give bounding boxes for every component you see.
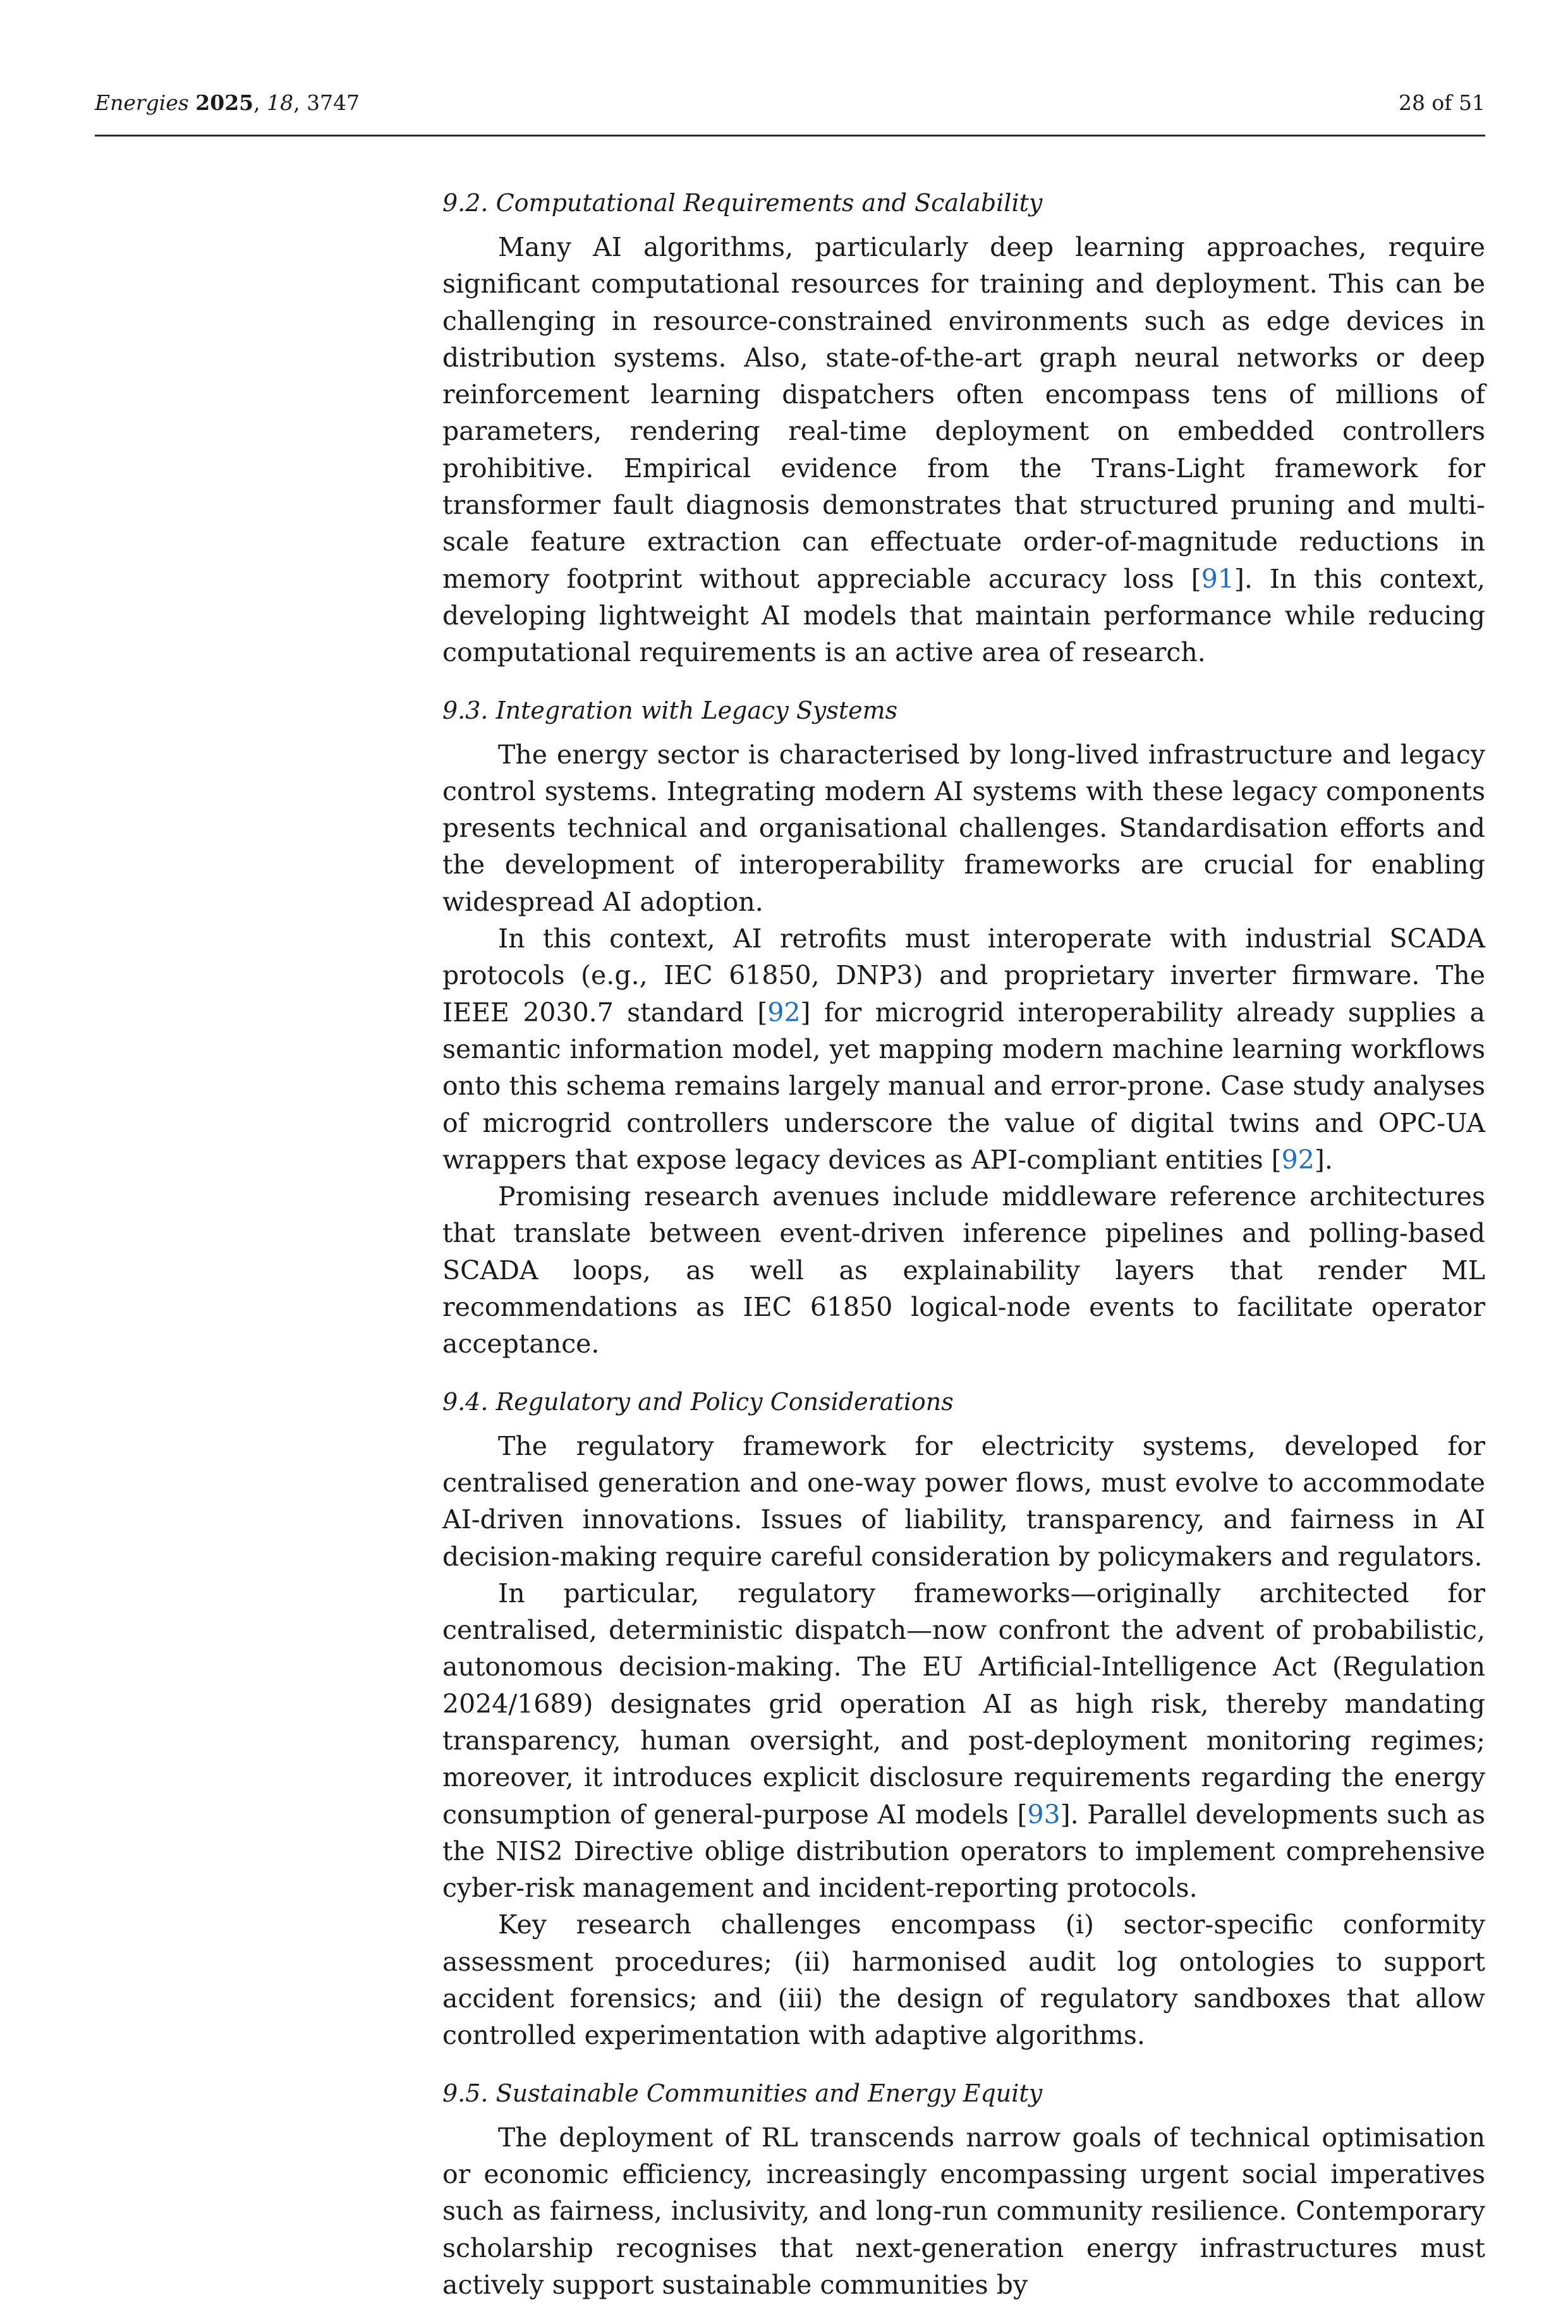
article-body [442,185,1485,2324]
paragraph-text: The energy sector is characterised by long-lived infrastructure and legacy control systems. Integrating modern AI systems with these legacy components presents technical and organisational challenges. Standardisation efforts and the development of interoperability frameworks are crucial for enabling widespread AI adoption. [442,739,1485,917]
paragraph [442,1906,1485,2053]
article-number: 3747 [307,90,360,115]
section-heading: 9.3. Integration with Legacy Systems [442,696,898,724]
page-header: Energies 2025, 18, 3747 28 of 51 [95,88,1485,118]
paragraph-text: ] for microgrid interoperability already supplies a semantic information model, yet mapping modern machine learning workflows onto this schema remains largely manual and error-prone. Case study analyses of microgrid controllers underscore the value of digital twins and OPC-UA wrappers that expose legacy devices as API-compliant entities [ [442,997,1485,1175]
paragraph [442,736,1485,920]
paragraph [442,1428,1485,1575]
section-1 [442,185,1485,671]
journal-name: Energies [95,90,189,115]
citation-link[interactable]: 91 [1201,563,1234,594]
paragraph-text: Promising research avenues include middleware reference architectures that translate between event-driven inference pipelines and polling-based SCADA loops, as well as explainability layers that render ML recommendations as IEC 61850 logical-node events to facilitate operator acceptance. [442,1181,1485,1360]
paragraph-text: In this context, AI retrofits must interoperate with industrial SCADA protocols (e.g., IEC 61850, DNP3) and proprietary inverter firmware. The IEEE 2030.7 standard [ [442,923,1485,1028]
paragraph-text: Many AI algorithms, particularly deep learning approaches, require significant computational resources for training and deployment. This can be challenging in resource-constrained environments such as edge devices in distribution systems. Also, state-of-the-art graph neural networks or deep reinforcement learning dispatchers often encompass tens of millions of parameters, rendering real-time deployment on embedded controllers prohibitive. Empirical evidence from the Trans-Light framework for transformer fault diagnosis demonstrates that structured pruning and multi-scale feature extraction can effectuate order-of-magnitude reductions in memory footprint without appreciable accuracy loss [ [442,232,1485,594]
paragraph-text: ]. [1314,1144,1333,1175]
paragraph-text: Key research challenges encompass (i) sector-specific conformity assessment procedures; (ii) harmonised audit log ontologies to support accident forensics; and (iii) the design of regulatory sandboxes that allow controlled experimentation with adaptive algorithms. [442,1909,1485,2051]
paragraph [442,2119,1485,2303]
paragraph-text: In particular, regulatory frameworks—originally architected for centralised, deterministic dispatch—now confront the advent of probabilistic, autonomous decision-making. The EU Artificial-Intelligence Act (Regulation 2024/1689) designates grid operation AI as high risk, thereby mandating transparency, human oversight, and post-deployment monitoring regimes; moreover, it introduces explicit disclosure requirements regarding the energy consumption of general-purpose AI models [ [442,1578,1485,1830]
page-number: 28 of 51 [1398,90,1485,115]
citation-link[interactable]: 92 [767,997,801,1028]
paragraph-text: The regulatory framework for electricity systems, developed for centralised generation and one-way power flows, must evolve to accommodate AI-driven innovations. Issues of liability, transparency, and fairness in AI decision-making require careful consideration by policymakers and regulators. [442,1430,1485,1572]
section-heading: 9.2. Computational Requirements and Scalability [442,189,1043,217]
section-3 [442,1384,1485,2054]
section-heading: 9.5. Sustainable Communities and Energy Equity [442,2079,1043,2107]
paragraph [442,1575,1485,1907]
section-4 [442,2075,1485,2303]
citation-link[interactable]: 92 [1281,1144,1315,1175]
citation-link[interactable]: 93 [1027,1799,1061,1830]
header-rule [95,135,1485,137]
paragraph [442,1178,1485,1362]
paragraph [442,229,1485,671]
paragraph [442,920,1485,1178]
journal-year: 2025 [195,90,254,115]
journal-volume: 18 [267,90,294,115]
paragraph-text: ]. In this context, developing lightweight AI models that maintain performance while reducing computational requirements is an active area of research. [442,563,1485,668]
section-heading: 9.4. Regulatory and Policy Considerations [442,1387,954,1416]
paragraph-text: ]. Parallel developments such as the NIS2 Directive oblige distribution operators to implement comprehensive cyber-risk management and incident-reporting protocols. [442,1799,1485,1904]
section-2 [442,692,1485,1363]
paragraph-text: The deployment of RL transcends narrow goals of technical optimisation or economic efficiency, increasingly encompassing urgent social imperatives such as fairness, inclusivity, and long-run community resilience. Contemporary scholarship recognises that next-generation energy infrastructures must actively support sustainable communities by [442,2122,1485,2300]
